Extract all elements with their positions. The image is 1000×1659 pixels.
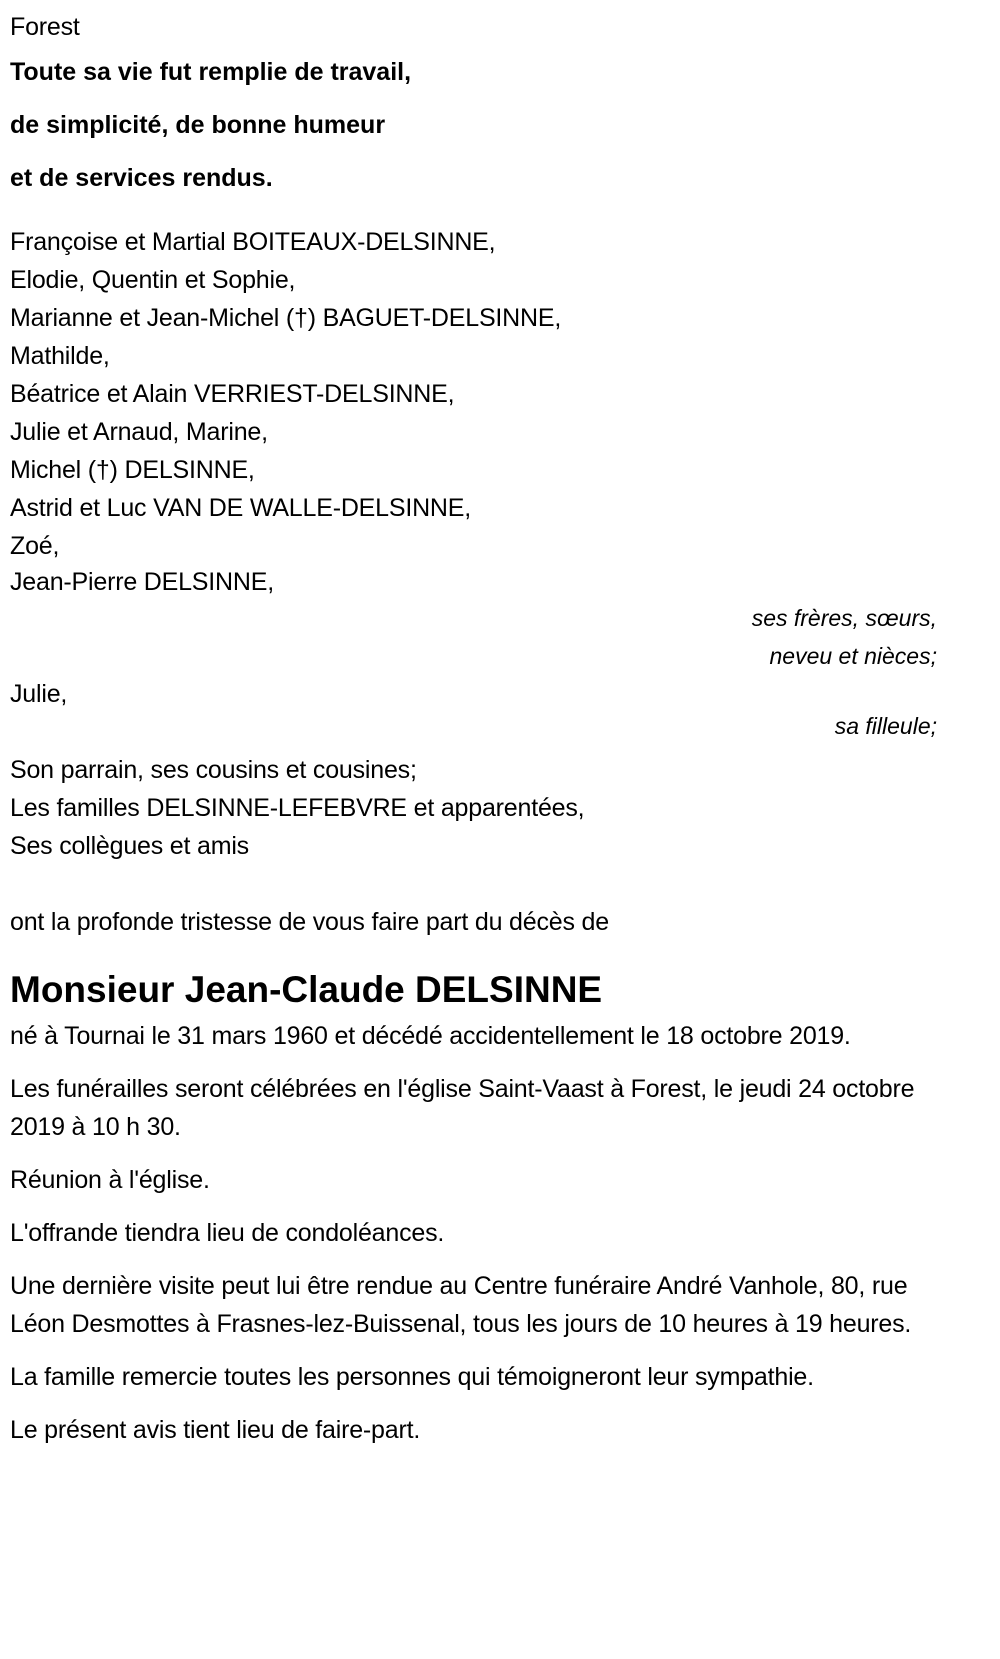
epitaph-line: de simplicité, de bonne humeur — [10, 111, 386, 139]
deceased-details: né à Tournai le 31 mars 1960 et décédé accidentellement le 18 octobre 2019. — [10, 1022, 851, 1050]
family-role-line: neveu et nièces; — [769, 643, 937, 669]
location: Forest — [10, 13, 80, 41]
info-paragraph: La famille remercie toutes les personnes qui témoigneront leur sympathie. — [10, 1363, 814, 1391]
epitaph — [10, 46, 937, 205]
family-member: Michel (†) DELSINNE, — [10, 456, 255, 484]
relative-line: Son parrain, ses cousins et cousines; — [10, 756, 417, 784]
info-paragraph: Les funérailles seront célébrées en l'église Saint-Vaast à Forest, le jeudi 24 octobre 2019 à 10 h 30. — [10, 1075, 915, 1141]
family-role-line: ses frères, sœurs, — [751, 605, 937, 631]
family-member: Marianne et Jean-Michel (†) BAGUET-DELSINNE, — [10, 304, 562, 332]
family-member: Béatrice et Alain VERRIEST-DELSINNE, — [10, 380, 455, 408]
family-member: Astrid et Luc VAN DE WALLE-DELSINNE, — [10, 494, 472, 522]
family-role — [10, 599, 937, 675]
funeral-info — [10, 1070, 937, 1449]
epitaph-line: Toute sa vie fut remplie de travail, — [10, 58, 412, 86]
goddaughter-role: sa filleule; — [834, 713, 937, 739]
relative-line: Les familles DELSINNE-LEFEBVRE et apparentées, — [10, 794, 585, 822]
family-member: Jean-Pierre DELSINNE, — [10, 568, 274, 596]
family-member: Julie et Arnaud, Marine, — [10, 418, 268, 446]
family-member: Mathilde, — [10, 342, 110, 370]
family-member: Elodie, Quentin et Sophie, — [10, 266, 296, 294]
relative-line: Ses collègues et amis — [10, 832, 249, 860]
deceased-name: Monsieur Jean-Claude DELSINNE — [10, 969, 603, 1010]
goddaughter-name: Julie, — [10, 680, 68, 708]
announcement: ont la profonde tristesse de vous faire part du décès de — [10, 908, 609, 936]
family-list — [10, 223, 937, 599]
family-member: Zoé, — [10, 532, 60, 560]
other-relatives — [10, 751, 937, 865]
info-paragraph: Le présent avis tient lieu de faire-part. — [10, 1416, 421, 1444]
epitaph-line: et de services rendus. — [10, 164, 273, 192]
info-paragraph: L'offrande tiendra lieu de condoléances. — [10, 1219, 445, 1247]
info-paragraph: Réunion à l'église. — [10, 1166, 210, 1194]
goddaughter — [10, 675, 937, 739]
info-paragraph: Une dernière visite peut lui être rendue au Centre funéraire André Vanhole, 80, rue Léon Desmottes à Frasnes-lez-Buissenal, tous les jours de 10 heures à 19 heures. — [10, 1272, 912, 1338]
family-member: Françoise et Martial BOITEAUX-DELSINNE, — [10, 228, 496, 256]
